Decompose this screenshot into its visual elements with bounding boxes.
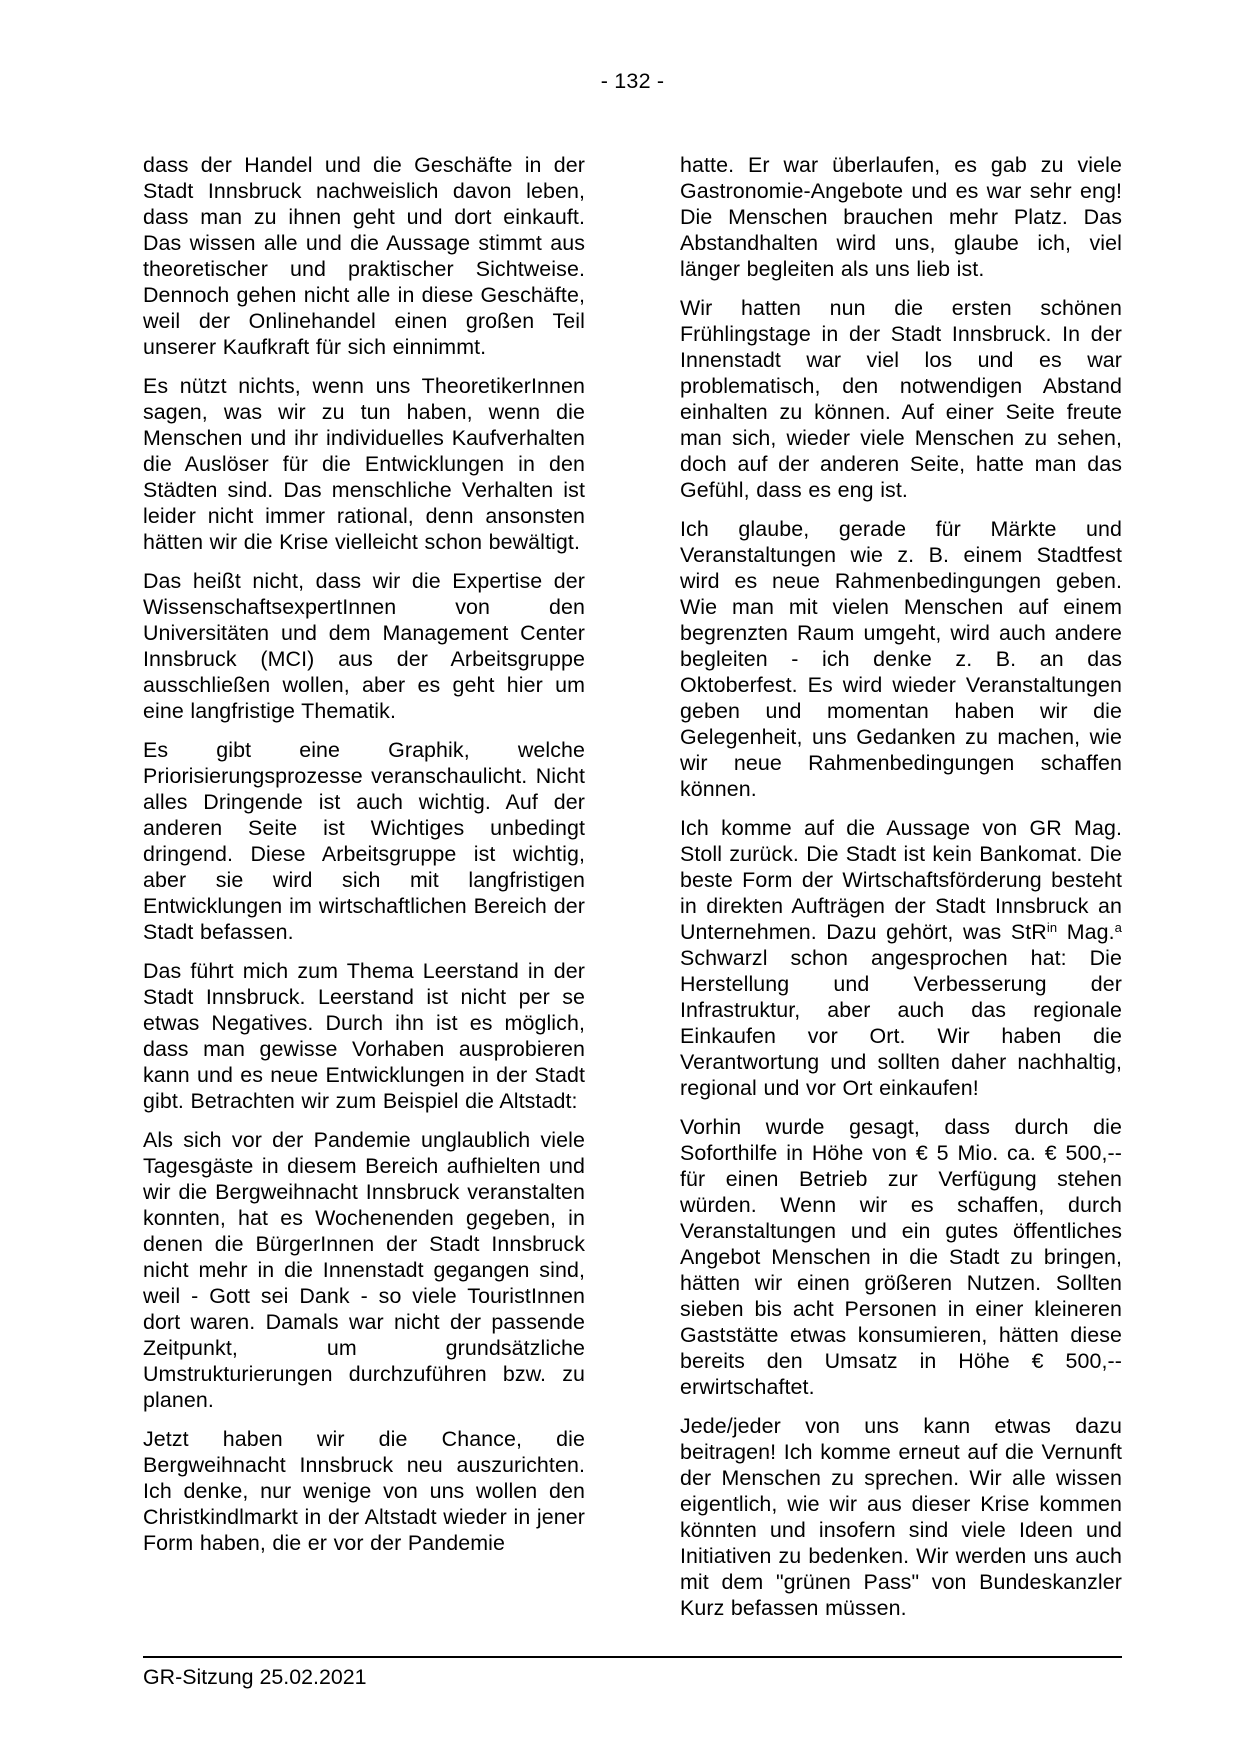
footer-session-label: GR-Sitzung 25.02.2021 (143, 1665, 367, 1689)
superscript-text: a (1114, 920, 1122, 935)
superscript-text: in (1046, 920, 1058, 935)
paragraph: Wir hatten nun die ersten schönen Frühlingstage in der Stadt Innsbruck. In der Innenstadt war viel los und es war problematisch, den notwendigen Abstand einhalten zu können. Auf einer Seite freute man sich, wieder viele Menschen zu sehen, doch auf der anderen Seite, hatte man das Gefühl, dass es eng ist. (680, 296, 1122, 502)
paragraph: Jede/jeder von uns kann etwas dazu beitragen! Ich komme erneut auf die Vernunft der Menschen zu sprechen. Wir alle wissen eigentlich, wie wir aus dieser Krise kommen könnten und insofern sind viele Ideen und Initiativen zu bedenken. Wir werden uns auch mit dem "grünen Pass" von Bundeskanzler Kurz befassen müssen. (680, 1414, 1122, 1620)
body-columns (143, 152, 1122, 1634)
paragraph: Jetzt haben wir die Chance, die Bergweihnacht Innsbruck neu auszurichten. Ich denke, nur wenige von uns wollen den Christkindlmarkt in der Altstadt wieder in jener Form haben, die er vor der Pandemie (143, 1427, 585, 1555)
text-segment: Ich komme auf die Aussage von GR Mag. Stoll zurück. Die Stadt ist kein Bankomat. Die beste Form der Wirtschaftsförderung besteht in direkten Aufträgen der Stadt Innsbruck an Unternehmen. Dazu gehört, was StR (680, 816, 1122, 944)
paragraph: Das heißt nicht, dass wir die Expertise der WissenschaftsexpertInnen von den Universitäten und dem Management Center Innsbruck (MCI) aus der Arbeitsgruppe ausschließen wollen, aber es geht hier um eine langfristige Thematik. (143, 569, 585, 723)
text-segment: Mag. (1057, 920, 1115, 944)
paragraph (680, 815, 1122, 1101)
paragraph: Als sich vor der Pandemie unglaublich viele Tagesgäste in diesem Bereich aufhielten und wir die Bergweihnacht Innsbruck veranstalten konnten, hat es Wochenenden gegeben, in denen die BürgerInnen der Stadt Innsbruck nicht mehr in die Innenstadt gegangen sind, weil - Gott sei Dank - so viele TouristInnen dort waren. Damals war nicht der passende Zeitpunkt, um grundsätzliche Umstrukturierungen durchzuführen bzw. zu planen. (143, 1128, 585, 1412)
paragraph: hatte. Er war überlaufen, es gab zu viele Gastronomie-Angebote und es war sehr eng! Die Menschen brauchen mehr Platz. Das Abstandhalten wird uns, glaube ich, viel länger begleiten als uns lieb ist. (680, 153, 1122, 281)
paragraph: Das führt mich zum Thema Leerstand in der Stadt Innsbruck. Leerstand ist nicht per se etwas Negatives. Durch ihn ist es möglich, dass man gewisse Vorhaben ausprobieren kann und es neue Entwicklungen in der Stadt gibt. Betrachten wir zum Beispiel die Altstadt: (143, 959, 585, 1113)
text-segment: Schwarzl schon angesprochen hat: Die Herstellung und Verbesserung der Infrastruktur, aber auch das regionale Einkaufen vor Ort. Wir haben die Verantwortung und sollten daher nachhaltig, regional und vor Ort einkaufen! (680, 946, 1122, 1100)
footer-divider (143, 1656, 1122, 1658)
paragraph: dass der Handel und die Geschäfte in der Stadt Innsbruck nachweislich davon leben, dass man zu ihnen geht und dort einkauft. Das wissen alle und die Aussage stimmt aus theoretischer und praktischer Sichtweise. Dennoch gehen nicht alle in diese Geschäfte, weil der Onlinehandel einen großen Teil unserer Kaufkraft für sich einnimmt. (143, 153, 585, 359)
right-column (680, 152, 1122, 1634)
paragraph: Es nützt nichts, wenn uns TheoretikerInnen sagen, was wir zu tun haben, wenn die Menschen und ihr individuelles Kaufverhalten die Auslöser für die Entwicklungen in den Städten sind. Das menschliche Verhalten ist leider nicht immer rational, denn ansonsten hätten wir die Krise vielleicht schon bewältigt. (143, 374, 585, 554)
paragraph: Es gibt eine Graphik, welche Priorisierungsprozesse veranschaulicht. Nicht alles Dringende ist auch wichtig. Auf der anderen Seite ist Wichtiges unbedingt dringend. Diese Arbeitsgruppe ist wichtig, aber sie wird sich mit langfristigen Entwicklungen im wirtschaftlichen Bereich der Stadt befassen. (143, 738, 585, 944)
paragraph: Ich glaube, gerade für Märkte und Veranstaltungen wie z. B. einem Stadtfest wird es neue Rahmenbedingungen geben. Wie man mit vielen Menschen auf einem begrenzten Raum umgeht, wird auch andere begleiten - ich denke z. B. an das Oktoberfest. Es wird wieder Veranstaltungen geben und momentan haben wir die Gelegenheit, uns Gedanken zu machen, wie wir neue Rahmenbedingungen schaffen können. (680, 517, 1122, 801)
page-number: - 132 - (600, 69, 665, 93)
paragraph: Vorhin wurde gesagt, dass durch die Soforthilfe in Höhe von € 5 Mio. ca. € 500,-- für einen Betrieb zur Verfügung stehen würden. Wenn wir es schaffen, durch Veranstaltungen und ein gutes öffentliches Angebot Menschen in die Stadt zu bringen, hätten wir einen größeren Nutzen. Sollten sieben bis acht Personen in einer kleineren Gaststätte etwas konsumieren, hätten diese bereits den Umsatz in Höhe € 500,-- erwirtschaftet. (680, 1115, 1122, 1399)
left-column (143, 152, 585, 1634)
